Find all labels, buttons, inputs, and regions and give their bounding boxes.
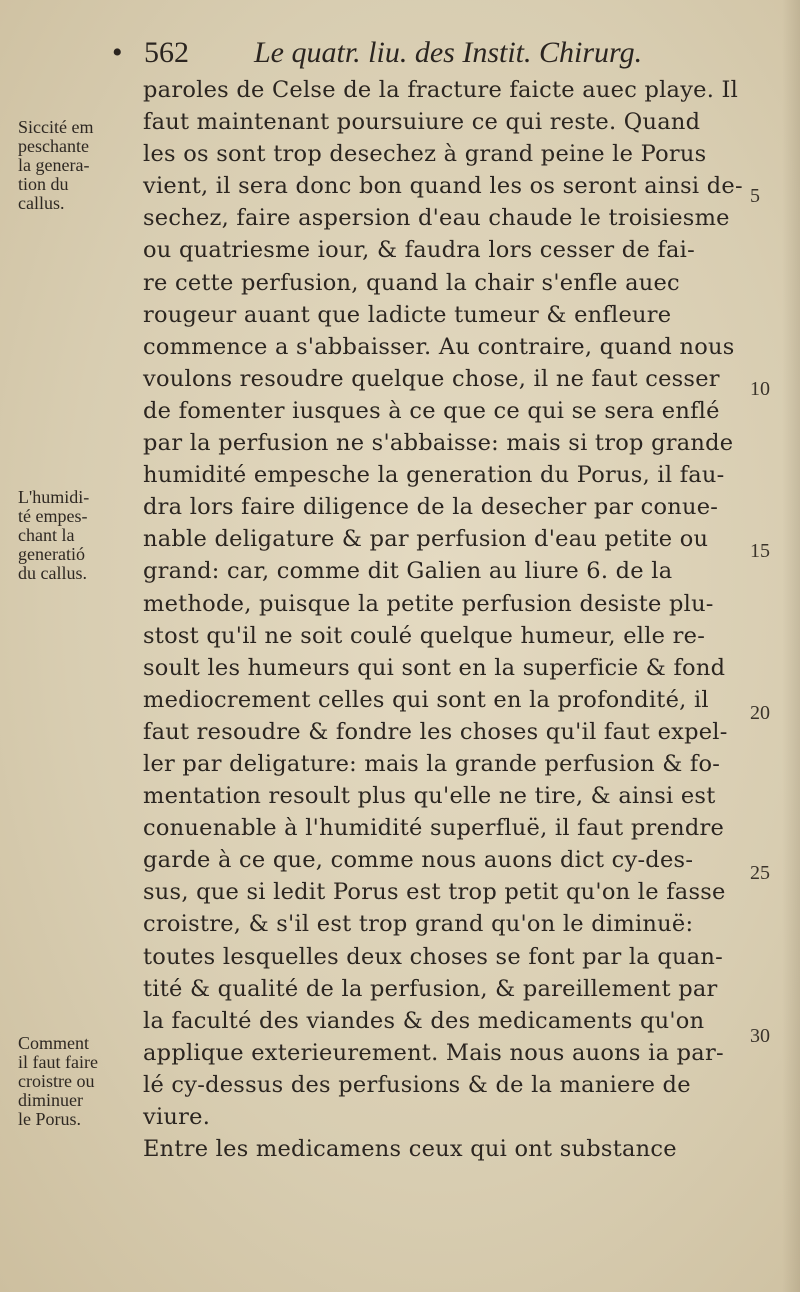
margin-note-line: generatió: [18, 544, 85, 564]
text-line: garde à ce que, comme nous auons dict cy-des-: [143, 847, 694, 874]
margin-note-line: té empes-: [18, 506, 88, 526]
margin-note-line: tion du: [18, 174, 69, 194]
text-line: dra lors faire diligence de la desecher par conue-: [143, 494, 719, 521]
text-line: ler par deligature: mais la grande perfusion & fo-: [143, 750, 721, 777]
text-line: sus, que si ledit Porus est trop petit qu'on le fasse: [143, 879, 726, 906]
text-line: mentation resoult plus qu'elle ne tire, & ainsi est: [143, 783, 716, 810]
margin-note-line: il faut faire: [18, 1052, 98, 1072]
text-line: ou quatriesme iour, & faudra lors cesser de fai-: [143, 237, 695, 264]
margin-note-line: callus.: [18, 193, 65, 213]
text-line: lé cy-dessus des perfusions & de la maniere de: [143, 1071, 691, 1098]
page-number: 562: [144, 36, 189, 69]
margin-note-line: du callus.: [18, 563, 87, 583]
text-line: par la perfusion ne s'abbaisse: mais si trop grande: [143, 430, 734, 457]
text-line: stost qu'il ne soit coulé quelque humeur, elle re-: [143, 622, 706, 649]
text-line: applique exterieurement. Mais nous auons ia par-: [143, 1039, 724, 1066]
text-line: voulons resoudre quelque chose, il ne faut cesser: [143, 365, 720, 392]
margin-note-humidite: [18, 488, 143, 583]
text-line: grand: car, comme dit Galien au liure 6. de la: [143, 558, 673, 585]
margin-note-porus: [18, 1034, 143, 1129]
margin-note-line: la genera-: [18, 155, 90, 175]
text-line: Entre les medicamens ceux qui ont substance: [143, 1136, 677, 1163]
text-line: sechez, faire aspersion d'eau chaude le troisiesme: [143, 205, 730, 232]
text-line: nable deligature & par perfusion d'eau petite ou: [143, 526, 709, 553]
text-line: croistre, & s'il est trop grand qu'on le diminuë:: [143, 911, 694, 938]
margin-note-line: L'humidi-: [18, 487, 90, 507]
text-line: viure.: [143, 1104, 211, 1130]
text-line: toutes lesquelles deux choses se font par la quan-: [143, 943, 724, 970]
text-line: faut maintenant poursuiure ce qui reste. Quand: [143, 109, 701, 136]
text-line: rougeur auant que ladicte tumeur & enfleure: [143, 301, 672, 328]
margin-note-line: le Porus.: [18, 1109, 81, 1129]
line-number-5: 5: [750, 185, 760, 207]
body-text: [143, 74, 763, 1165]
line-number-10: 10: [750, 378, 770, 400]
text-line: mediocrement celles qui sont en la profondité, il: [143, 686, 709, 713]
text-line: humidité empesche la generation du Porus, il fau-: [143, 462, 725, 489]
text-line: methode, puisque la petite perfusion desiste plu-: [143, 590, 714, 617]
margin-note-line: Siccité em: [18, 117, 94, 137]
line-number-15: 15: [750, 540, 770, 562]
margin-note-line: chant la: [18, 525, 75, 545]
running-title: Le quatr. liu. des Instit. Chirurg.: [254, 36, 643, 69]
text-line: commence a s'abbaisser. Au contraire, quand nous: [143, 333, 735, 360]
text-line: les os sont trop desechez à grand peine le Porus: [143, 141, 707, 168]
text-line: vient, il sera donc bon quand les os seront ainsi de-: [143, 173, 743, 200]
margin-note-line: Comment: [18, 1033, 89, 1053]
margin-note-line: diminuer: [18, 1090, 83, 1110]
line-number-30: 30: [750, 1025, 770, 1047]
text-line: re cette perfusion, quand la chair s'enfle auec: [143, 269, 680, 296]
margin-note-siccite: [18, 118, 143, 213]
text-line: la faculté des viandes & des medicaments qu'on: [143, 1007, 705, 1034]
line-number-25: 25: [750, 862, 770, 884]
margin-note-line: croistre ou: [18, 1071, 95, 1091]
margin-note-line: peschante: [18, 136, 89, 156]
text-line: conuenable à l'humidité superfluë, il faut prendre: [143, 815, 725, 842]
page-header: [112, 36, 712, 76]
text-line: tité & qualité de la perfusion, & pareillement par: [143, 975, 718, 1002]
header-dot: •: [112, 36, 123, 69]
text-line: paroles de Celse de la fracture faicte auec playe. Il: [143, 77, 739, 103]
text-line: soult les humeurs qui sont en la superficie & fond: [143, 654, 726, 681]
page-fold-shadow: [782, 0, 800, 1292]
text-line: faut resoudre & fondre les choses qu'il faut expel-: [143, 718, 728, 745]
line-number-20: 20: [750, 702, 770, 724]
text-line: de fomenter iusques à ce que ce qui se sera enflé: [143, 397, 720, 424]
